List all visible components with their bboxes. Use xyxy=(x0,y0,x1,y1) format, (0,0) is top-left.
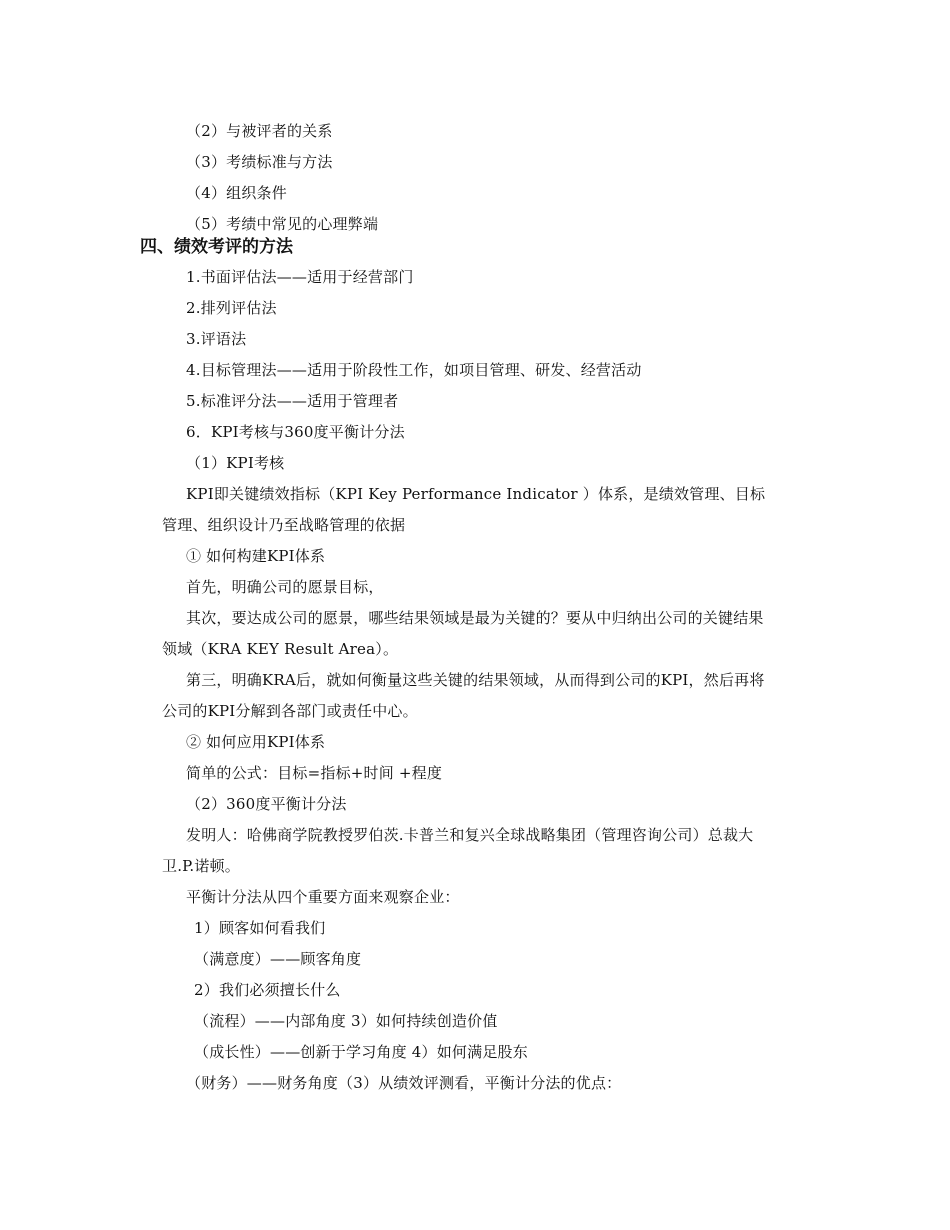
method-item-4: 4.目标管理法——适用于阶段性工作，如项目管理、研发、经营活动 xyxy=(186,361,642,379)
kpi-build-title: ① 如何构建KPI体系 xyxy=(186,547,326,565)
section-heading: 四、绩效考评的方法 xyxy=(140,237,293,257)
kpi-step-3-line-2: 公司的KPI分解到各部门或责任中心。 xyxy=(162,702,418,720)
method-item-3: 3.评语法 xyxy=(186,330,247,348)
intro-item-4: （4）组织条件 xyxy=(186,184,287,202)
bsc-perspective-1: 1）顾客如何看我们 xyxy=(194,919,326,937)
kpi-apply-title: ② 如何应用KPI体系 xyxy=(186,733,326,751)
kpi-step-3-line-1: 第三，明确KRA后，就如何衡量这些关键的结果领域，从而得到公司的KPI，然后再将 xyxy=(186,671,765,689)
method-item-1: 1.书面评估法——适用于经营部门 xyxy=(186,268,414,286)
kpi-definition-line-2: 管理、组织设计乃至战略管理的依据 xyxy=(162,516,406,534)
method-item-5: 5.标准评分法——适用于管理者 xyxy=(186,392,399,410)
bsc-title: （2）360度平衡计分法 xyxy=(186,795,347,813)
bsc-perspective-2: 2）我们必须擅长什么 xyxy=(194,981,341,999)
bsc-inventor-line-2: 卫.P.诺顿。 xyxy=(162,857,240,875)
kpi-step-1: 首先，明确公司的愿景目标， xyxy=(186,578,384,596)
intro-item-2: （2）与被评者的关系 xyxy=(186,122,333,140)
bsc-inventor-line-1: 发明人：哈佛商学院教授罗伯茨.卡普兰和复兴全球战略集团（管理咨询公司）总裁大 xyxy=(186,826,754,844)
bsc-perspective-2-detail: （流程）——内部角度 3）如何持续创造价值 xyxy=(194,1012,498,1030)
kpi-title: （1）KPI考核 xyxy=(186,454,285,472)
kpi-step-2-line-1: 其次，要达成公司的愿景，哪些结果领域是最为关键的？要从中归纳出公司的关键结果 xyxy=(186,609,764,627)
method-item-6: 6．KPI考核与360度平衡计分法 xyxy=(186,423,405,441)
intro-item-5: （5）考绩中常见的心理弊端 xyxy=(186,215,379,233)
bsc-perspective-4-detail: （财务）——财务角度（3）从绩效评测看，平衡计分法的优点： xyxy=(186,1074,622,1092)
kpi-definition-line-1: KPI即关键绩效指标（KPI Key Performance Indicator ）体系，是绩效管理、目标 xyxy=(186,485,766,503)
bsc-intro: 平衡计分法从四个重要方面来观察企业： xyxy=(186,888,460,906)
bsc-perspective-1-detail: （满意度）——顾客角度 xyxy=(194,950,362,968)
intro-item-3: （3）考绩标准与方法 xyxy=(186,153,333,171)
bsc-perspective-3-detail: （成长性）——创新于学习角度 4）如何满足股东 xyxy=(194,1043,528,1061)
method-item-2: 2.排列评估法 xyxy=(186,299,277,317)
kpi-formula: 简单的公式：目标=指标+时间 +程度 xyxy=(186,764,443,782)
kpi-step-2-line-2: 领域（KRA KEY Result Area）。 xyxy=(162,640,399,658)
